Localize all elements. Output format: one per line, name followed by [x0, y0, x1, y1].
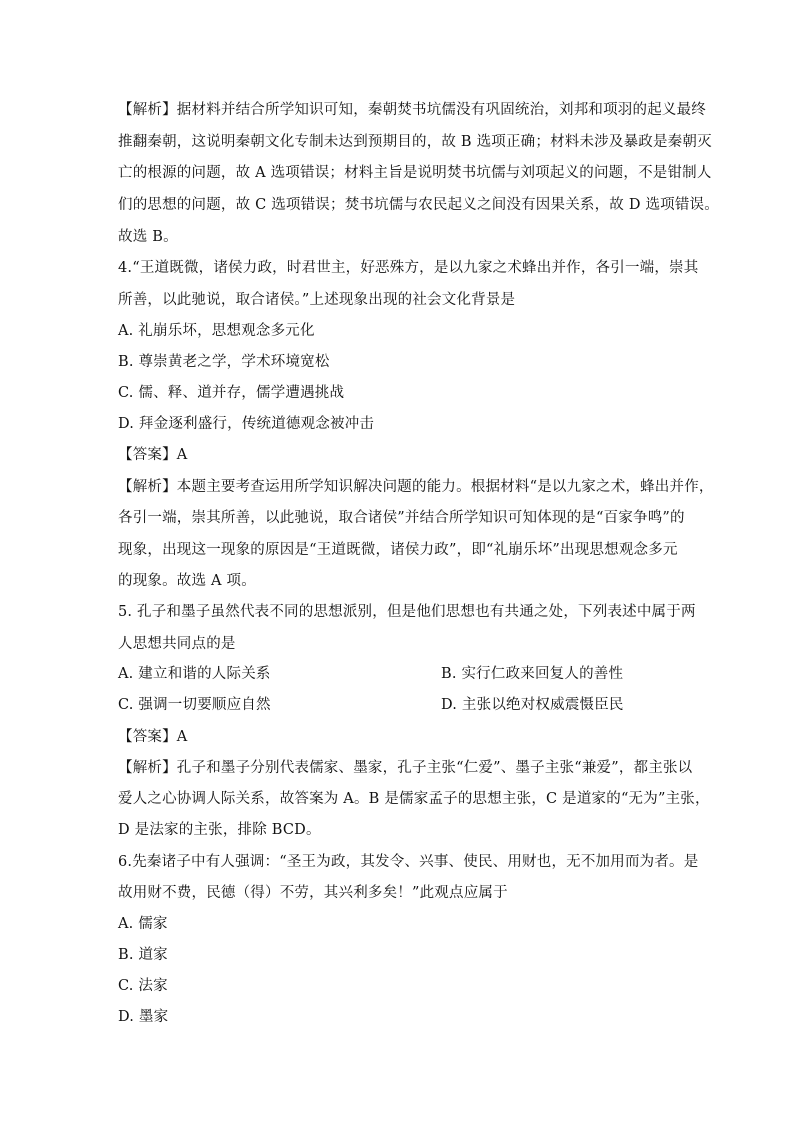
q4-option-d: D. 拜金逐利盛行，传统道德观念被冲击: [118, 416, 375, 432]
q6-option-d: D. 墨家: [118, 1009, 169, 1025]
q5-analysis-line: 爱人之心协调人际关系，故答案为 A。B 是儒家孟子的思想主张，C 是道家的“无为”主张，: [118, 791, 710, 807]
q4-option-b: B. 尊崇黄老之学，学术环境宽松: [118, 354, 330, 370]
q5-analysis-line: 【解析】孔子和墨子分别代表儒家、墨家，孔子主张“仁爱”、墨子主张“兼爱”，都主张以: [118, 760, 693, 776]
q3-analysis-line: 推翻秦朝，这说明秦朝文化专制未达到预期目的，故 B 选项正确；材料未涉及暴政是秦朝灭: [118, 134, 712, 150]
q4-analysis-line: 【解析】本题主要考查运用所学知识解决问题的能力。根据材料“是以九家之术，蜂出并作，: [118, 479, 714, 495]
q4-answer: 【答案】A: [118, 447, 188, 463]
q3-analysis-line: 故选 B。: [118, 229, 178, 245]
q4-analysis-line: 现象，出现这一现象的原因是“王道既微，诸侯力政”，即“礼崩乐坏”出现思想观念多元: [118, 542, 678, 558]
q5-option-c: C. 强调一切要顺应自然: [118, 697, 271, 713]
q4-stem-line: 4.“王道既微，诸侯力政，时君世主，好恶殊方，是以九家之术蜂出并作，各引一端，崇其: [118, 260, 699, 276]
q5-stem-line: 5. 孔子和墨子虽然代表不同的思想派别，但是他们思想也有共通之处，下列表述中属于两: [118, 604, 696, 620]
q5-option-d: D. 主张以绝对权威震慑臣民: [441, 697, 624, 713]
q4-analysis-line: 各引一端，崇其所善，以此驰说，取合诸侯”并结合所学知识可知体现的是“百家争鸣”的: [118, 510, 685, 526]
q5-analysis-line: D 是法家的主张，排除 BCD。: [118, 822, 321, 838]
q4-analysis-line: 的现象。故选 A 项。: [118, 573, 256, 589]
q4-stem-line: 所善，以此驰说，取合诸侯。”上述现象出现的社会文化背景是: [118, 292, 516, 308]
q6-option-b: B. 道家: [118, 947, 168, 963]
q4-option-c: C. 儒、释、道并存，儒学遭遇挑战: [118, 385, 345, 401]
q6-stem-line: 6.先秦诸子中有人强调：“圣王为政，其发令、兴事、使民、用财也，无不加用而为者。是: [118, 854, 699, 870]
q3-analysis-line: 【解析】据材料并结合所学知识可知，秦朝焚书坑儒没有巩固统治，刘邦和项羽的起义最终: [118, 102, 706, 118]
q5-option-a: A. 建立和谐的人际关系: [118, 666, 271, 682]
q5-stem-line: 人思想共同点的是: [118, 636, 236, 652]
q6-option-c: C. 法家: [118, 978, 168, 994]
q3-analysis-line: 们的思想的问题，故 C 选项错误；焚书坑儒与农民起义之间没有因果关系，故 D 选项错误。: [118, 197, 719, 213]
q5-answer: 【答案】A: [118, 729, 188, 745]
q6-stem-line: 故用财不费，民德（得）不劳，其兴利多矣！”此观点应属于: [118, 885, 508, 901]
q5-option-b: B. 实行仁政来回复人的善性: [441, 666, 624, 682]
q3-analysis-line: 亡的根源的问题，故 A 选项错误；材料主旨是说明焚书坑儒与刘项起义的问题，不是钳制人: [118, 165, 712, 181]
q4-option-a: A. 礼崩乐坏，思想观念多元化: [118, 323, 315, 339]
q6-option-a: A. 儒家: [118, 916, 168, 932]
